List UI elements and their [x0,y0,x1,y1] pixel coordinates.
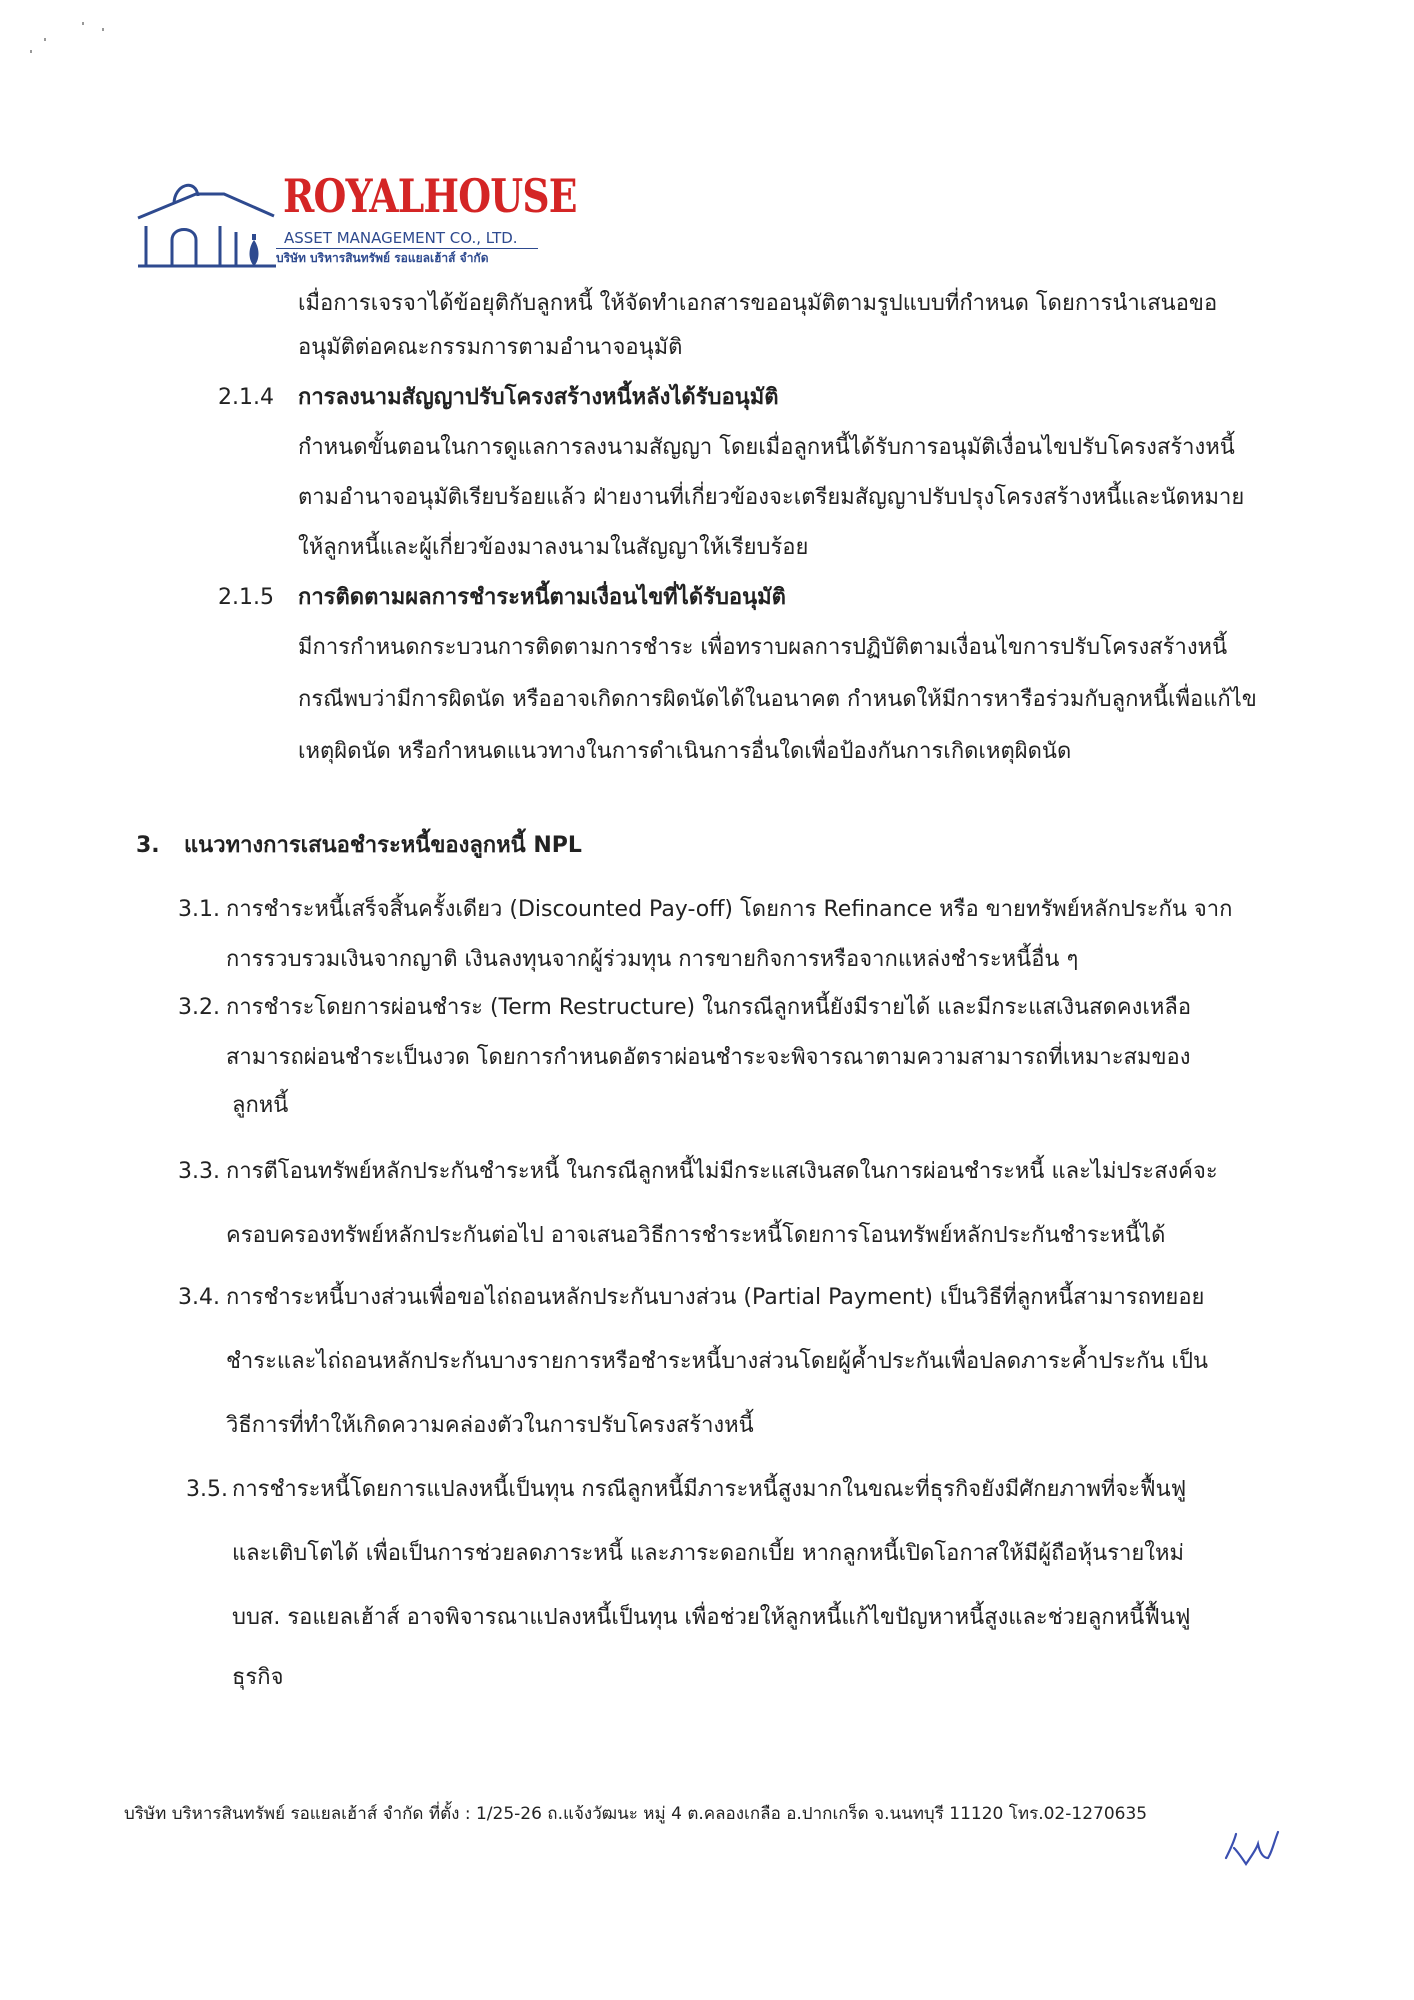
paragraph-line: วิธีการที่ทำให้เกิดความคล่องตัวในการปรับโครงสร้างหนี้ [226,1413,754,1438]
paragraph-line: เหตุผิดนัด หรือกำหนดแนวทางในการดำเนินการอื่นใดเพื่อป้องกันการเกิดเหตุผิดนัด [298,739,1072,764]
company-logo [136,168,577,278]
paragraph-line: ให้ลูกหนี้และผู้เกี่ยวข้องมาลงนามในสัญญาให้เรียบร้อย [298,535,809,560]
paragraph-line: สามารถผ่อนชำระเป็นงวด โดยการกำหนดอัตราผ่อนชำระจะพิจารณาตามความสามารถที่เหมาะสมของ [226,1045,1191,1070]
paragraph-line: การชำระหนี้เสร็จสิ้นครั้งเดียว (Discounted Pay-off) โดยการ Refinance หรือ ขายทรัพย์หลักประกัน จาก [226,897,1233,922]
paragraph-line: กรณีพบว่ามีการผิดนัด หรืออาจเกิดการผิดนัดได้ในอนาคต กำหนดให้มีการหารือร่วมกับลูกหนี้เพื่อแก้ไข [298,687,1257,712]
house-icon [136,168,276,268]
scan-speck [30,50,32,53]
section-heading: แนวทางการเสนอชำระหนี้ของลูกหนี้ NPL [184,833,582,858]
paragraph-line: ชำระและไถ่ถอนหลักประกันบางรายการหรือชำระหนี้บางส่วนโดยผู้ค้ำประกันเพื่อปลดภาระค้ำประกัน เป็น [226,1349,1209,1374]
paragraph-line: และเติบโตได้ เพื่อเป็นการช่วยลดภาระหนี้ และภาระดอกเบี้ย หากลูกหนี้เปิดโอกาสให้มีผู้ถือหุ้นรายใหม่ [232,1541,1185,1566]
logo-thai-name: บริษัท บริหารสินทรัพย์ รอแยลเฮ้าส์ จำกัด [276,251,489,265]
section-number: 2.1.5 [218,585,274,610]
scan-speck [44,38,46,41]
logo-brand-name: ROYALHOUSE [283,169,577,223]
paragraph-line: บบส. รอแยลเฮ้าส์ อาจพิจารณาแปลงหนี้เป็นทุน เพื่อช่วยให้ลูกหนี้แก้ไขปัญหาหนี้สูงและช่วยลูกหนี้ฟื้นฟู [232,1605,1191,1630]
item-number: 3.4. [178,1285,220,1310]
paragraph-line: มีการกำหนดกระบวนการติดตามการชำระ เพื่อทราบผลการปฏิบัติตามเงื่อนไขการปรับโครงสร้างหนี้ [298,635,1228,660]
item-number: 3.2. [178,995,220,1020]
item-number: 3.5. [186,1477,228,1502]
scan-speck [102,28,104,31]
item-number: 3.1. [178,897,220,922]
paragraph-line: ลูกหนี้ [232,1093,289,1118]
paragraph-line: การชำระหนี้โดยการแปลงหนี้เป็นทุน กรณีลูกหนี้มีภาระหนี้สูงมากในขณะที่ธุรกิจยังมีศักยภาพที่จะฟื้นฟู [232,1477,1187,1502]
logo-subtitle: ASSET MANAGEMENT CO., LTD. [284,229,518,247]
item-number: 3.3. [178,1159,220,1184]
paragraph-line: เมื่อการเจรจาได้ข้อยุติกับลูกหนี้ ให้จัดทำเอกสารขออนุมัติตามรูปแบบที่กำหนด โดยการนำเสนอขอ [298,291,1218,316]
paragraph-line: การตีโอนทรัพย์หลักประกันชำระหนี้ ในกรณีลูกหนี้ไม่มีกระแสเงินสดในการผ่อนชำระหนี้ และไม่ประสงค์จะ [226,1159,1218,1184]
section-heading: การลงนามสัญญาปรับโครงสร้างหนี้หลังได้รับอนุมัติ [298,385,779,410]
paragraph-line: กำหนดขั้นตอนในการดูแลการลงนามสัญญา โดยเมื่อลูกหนี้ได้รับการอนุมัติเงื่อนไขปรับโครงสร้างหนี้ [298,435,1235,460]
paragraph-line: ธุรกิจ [232,1665,284,1690]
paragraph-line: อนุมัติต่อคณะกรรมการตามอำนาจอนุมัติ [298,335,683,360]
section-number: 3. [136,833,160,858]
signature-initials [1220,1828,1280,1868]
section-number: 2.1.4 [218,385,274,410]
paragraph-line: การรวบรวมเงินจากญาติ เงินลงทุนจากผู้ร่วมทุน การขายกิจการหรือจากแหล่งชำระหนี้อื่น ๆ [226,947,1079,972]
paragraph-line: ตามอำนาจอนุมัติเรียบร้อยแล้ว ฝ่ายงานที่เกี่ยวข้องจะเตรียมสัญญาปรับปรุงโครงสร้างหนี้และนัดหมาย [298,485,1245,510]
section-heading: การติดตามผลการชำระหนี้ตามเงื่อนไขที่ได้รับอนุมัติ [298,585,786,610]
paragraph-line: การชำระโดยการผ่อนชำระ (Term Restructure) ในกรณีลูกหนี้ยังมีรายได้ และมีกระแสเงินสดคงเหลือ [226,995,1192,1020]
paragraph-line: การชำระหนี้บางส่วนเพื่อขอไถ่ถอนหลักประกันบางส่วน (Partial Payment) เป็นวิธีที่ลูกหนี้สามารถทยอย [226,1285,1205,1310]
scan-speck [82,22,84,25]
paragraph-line: ครอบครองทรัพย์หลักประกันต่อไป อาจเสนอวิธีการชำระหนี้โดยการโอนทรัพย์หลักประกันชำระหนี้ได้ [226,1223,1166,1248]
page-footer-address: บริษัท บริหารสินทรัพย์ รอแยลเฮ้าส์ จำกัด ที่ตั้ง : 1/25-26 ถ.แจ้งวัฒนะ หมู่ 4 ต.คลองเกลือ อ.ปากเกร็ด จ.นนทบุรี 11120 โทร.02-1270635 [124,1804,1148,1824]
logo-divider [276,248,538,249]
